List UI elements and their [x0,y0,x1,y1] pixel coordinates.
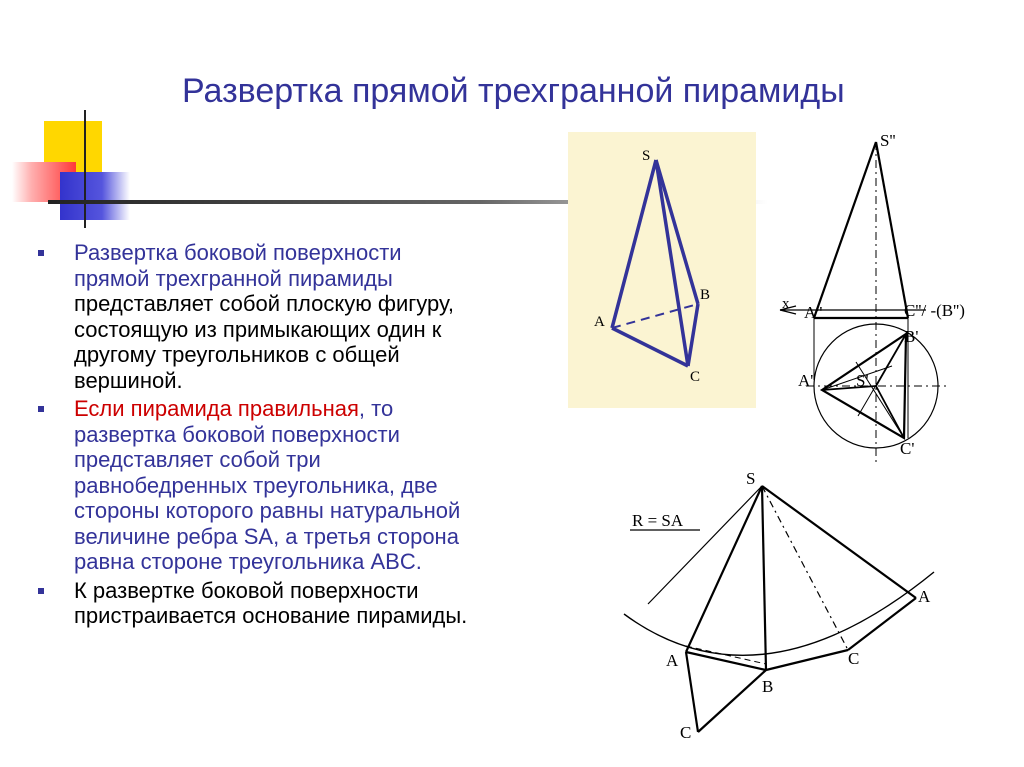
slide-title: Развертка прямой трехгранной пирамиды [182,72,845,110]
label-s: S [642,148,651,164]
label-b: B [700,287,711,303]
dev-label-s: S [746,469,756,488]
dev-label-a-left: A [666,651,679,670]
label-c-b-double-prime: C''/ -(B'') [904,301,965,320]
bullet-1-black-text: представляет собой плоскую фигуру, состоящую из примыкающих один к другому треугольников с общей вершиной. [74,291,454,393]
dev-label-a-right: A [918,587,931,606]
bullet-2-blue-text: , то развертка боковой поверхности представляет собой три равнобедренных треугольника, две стороны которого равны натуральной величине ребра SA, а третья сторона равна стороне треугольника ABC. [74,396,461,574]
radius-line [648,486,762,604]
bullet-1-blue-text: Развертка боковой поверхности прямой трехгранной пирамиды [74,240,402,291]
dev-base-bc [766,650,848,670]
base-edge-cb [698,670,766,732]
label-c: C [690,369,701,385]
label-a: A [594,314,605,330]
bullet-marker [38,406,44,412]
label-x: x [782,296,790,312]
dev-label-radius: R = SA [632,511,684,530]
deco-vertical-line [84,110,86,228]
bullet-marker [38,588,44,594]
label-b-prime: B' [904,327,919,346]
label-s-double-prime: S'' [880,131,896,150]
front-edge-left [814,142,876,318]
development-figure [600,464,940,754]
bullet-item-1 [38,240,478,393]
label-s-prime: S' [856,371,869,390]
deco-blue-square [60,172,130,220]
dev-label-c-mid: C [848,649,860,668]
bullet-list [38,240,478,632]
label-c-prime: C' [900,439,915,458]
pyramid-figure [568,132,756,408]
label-a-prime: A' [798,371,814,390]
dev-edge-sb [762,486,766,670]
figure-background [568,132,756,408]
bullet-item-3 [38,578,478,629]
bullet-2-red-text: Если пирамида правильная [74,396,359,421]
label-a-double-prime: A'' [804,303,823,322]
dev-edge-sc-folded [762,486,848,650]
base-edge-ac [686,652,698,732]
arc-radius-sa [624,572,934,655]
bullet-item-2 [38,396,478,575]
bullet-3-text: К развертке боковой поверхности пристраивается основание пирамиды. [74,577,468,628]
front-edge-right [876,142,908,318]
dev-label-b: B [762,677,774,696]
dev-edge-sa-left [686,486,762,652]
projection-figure [776,128,1000,464]
bullet-marker [38,250,44,256]
dev-label-c-bottom: C [680,723,692,742]
dev-edge-sa-right [762,486,916,598]
